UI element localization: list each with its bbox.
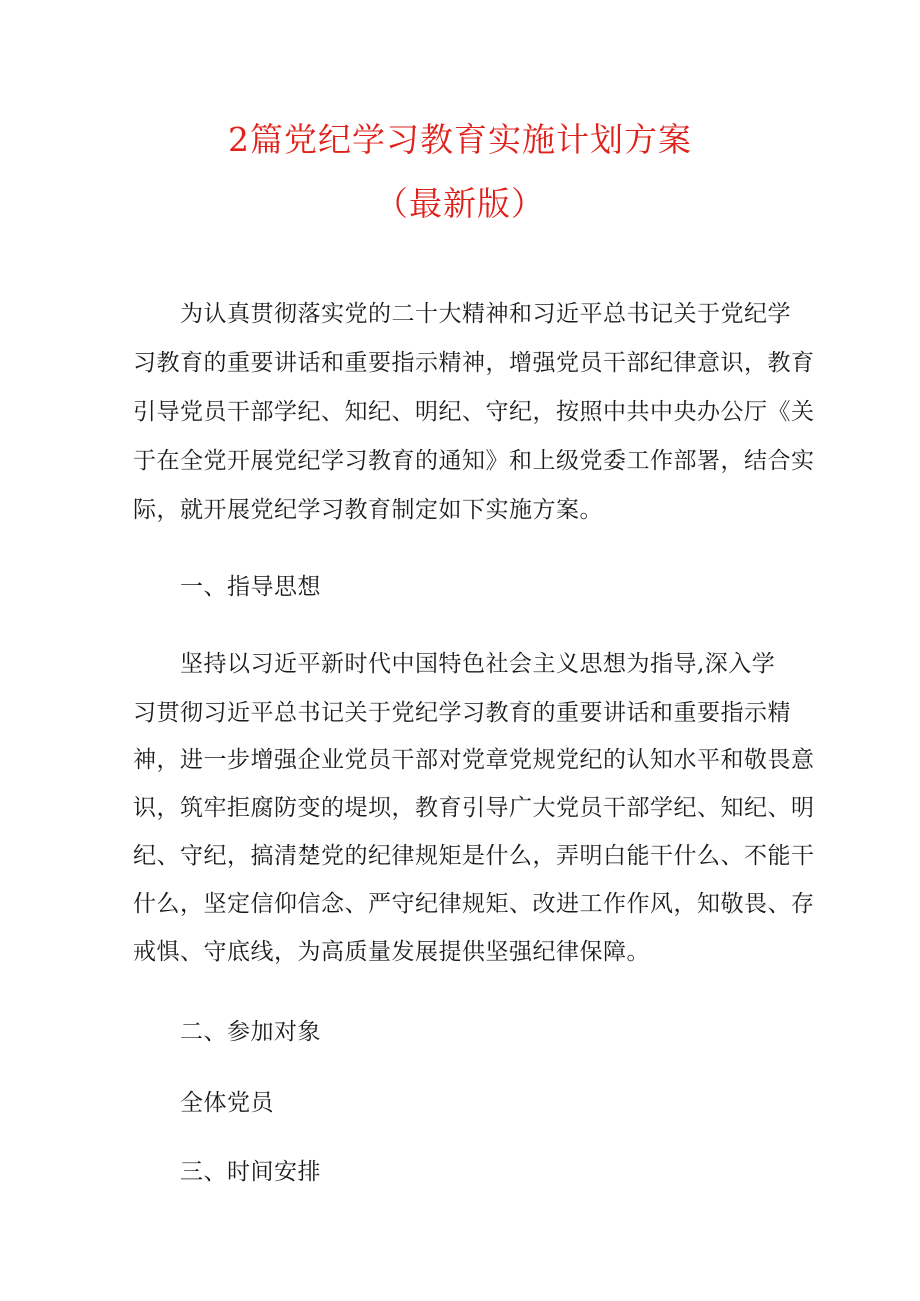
section-body: 全体党员 <box>180 1090 274 1116</box>
intro-line: 为认真贯彻落实党的二十大精神和习近平总书记关于党纪学 <box>180 301 791 327</box>
intro-line: 于在全党开展党纪学习教育的通知》和上级党委工作部署，结合实 <box>133 448 815 474</box>
section1-line: 坚持以习近平新时代中国特色社会主义思想为指导,深入学 <box>180 651 776 677</box>
intro-line: 习教育的重要讲话和重要指示精神，增强党员干部纪律意识，教育 <box>133 350 815 376</box>
document-title: 2篇党纪学习教育实施计划方案 <box>228 120 692 159</box>
section1-line: 纪、守纪，搞清楚党的纪律规矩是什么，弄明白能干什么、不能干 <box>133 843 815 869</box>
intro-line: 际，就开展党纪学习教育制定如下实施方案。 <box>133 497 603 523</box>
section1-line: 戒惧、守底线，为高质量发展提供坚强纪律保障。 <box>133 939 650 965</box>
section1-line: 识，筑牢拒腐防变的堤坝，教育引导广大党员干部学纪、知纪、明 <box>133 795 815 821</box>
section-heading: 三、时间安排 <box>180 1159 321 1185</box>
section1-line: 习贯彻习近平总书记关于党纪学习教育的重要讲话和重要指示精 <box>133 700 791 726</box>
section-heading: 一、指导思想 <box>180 574 321 600</box>
section1-line: 神，进一步增强企业党员干部对党章党规党纪的认知水平和敬畏意 <box>133 747 815 773</box>
section-heading: 二、参加对象 <box>180 1019 321 1045</box>
document-subtitle: （最新版） <box>375 184 545 223</box>
section1-line: 什么，坚定信仰信念、严守纪律规矩、改进工作作风，知敬畏、存 <box>133 891 815 917</box>
intro-line: 引导党员干部学纪、知纪、明纪、守纪，按照中共中央办公厅《关 <box>133 399 815 425</box>
